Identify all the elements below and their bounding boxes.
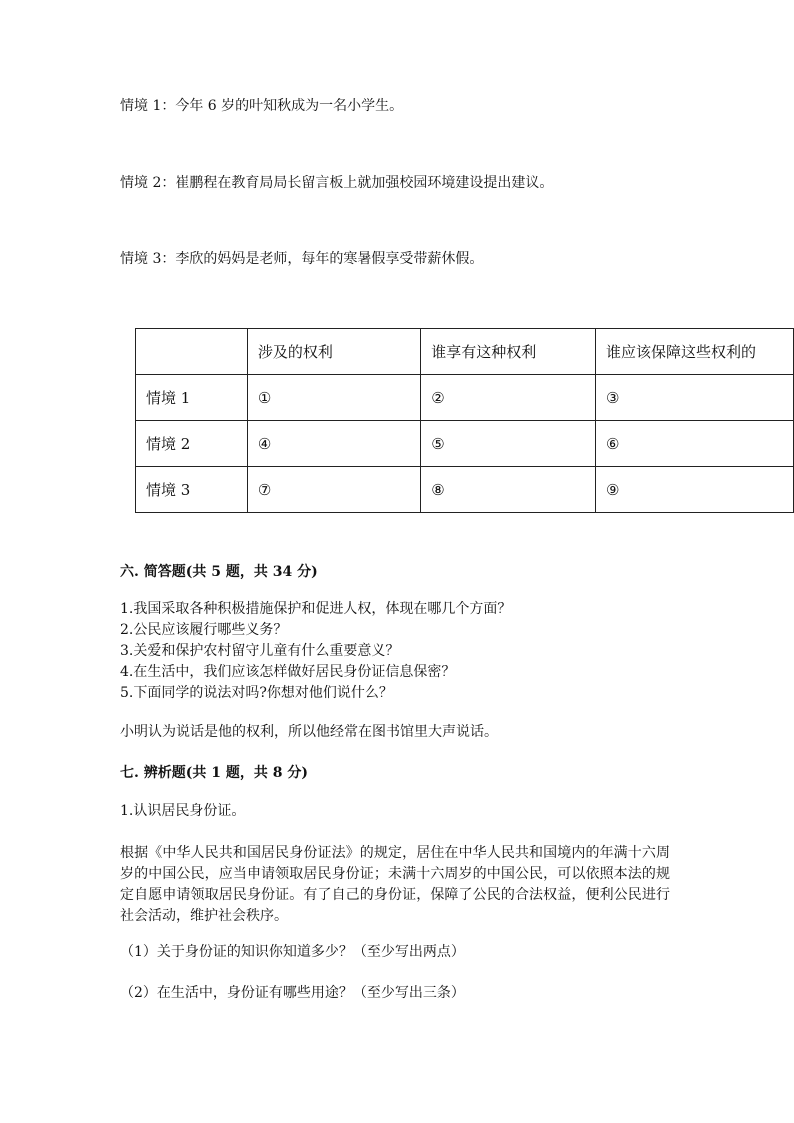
table-header-cell xyxy=(136,329,248,375)
section-6-statement: 小明认为说话是他的权利，所以他经常在图书馆里大声说话。 xyxy=(120,724,498,740)
section-6-questions xyxy=(120,599,511,704)
rights-table xyxy=(135,328,794,513)
table-row xyxy=(136,467,794,513)
table-cell: 情境 1 xyxy=(136,375,248,421)
table-cell: ⑦ xyxy=(247,467,420,513)
section-7-title: 七. 辨析题(共 1 题，共 8 分) xyxy=(120,765,308,781)
table-cell: 情境 3 xyxy=(136,467,248,513)
table-header-cell: 谁应该保障这些权利的 xyxy=(595,329,793,375)
table-row xyxy=(136,375,794,421)
question-item: 5.下面同学的说法对吗?你想对他们说什么？ xyxy=(120,685,393,701)
table-cell: ⑨ xyxy=(595,467,793,513)
table-cell: ② xyxy=(421,375,596,421)
table-cell: 情境 2 xyxy=(136,421,248,467)
situation-1: 情境 1：今年 6 岁的叶知秋成为一名小学生。 xyxy=(120,98,404,114)
section-7-question: 1.认识居民身份证。 xyxy=(120,803,246,819)
table-header-row xyxy=(136,329,794,375)
table-cell: ① xyxy=(247,375,420,421)
sub-question-2: （2）在生活中，身份证有哪些用途？（至少写出三条） xyxy=(120,985,465,1001)
question-item: 2.公民应该履行哪些义务？ xyxy=(120,622,288,638)
question-item: 3.关爱和保护农村留守儿童有什么重要意义？ xyxy=(120,643,400,659)
table-cell: ⑧ xyxy=(421,467,596,513)
table-cell: ④ xyxy=(247,421,420,467)
section-6-title: 六. 简答题(共 5 题，共 34 分) xyxy=(120,564,318,580)
table-header-cell: 谁享有这种权利 xyxy=(421,329,596,375)
situation-3: 情境 3：李欣的妈妈是老师，每年的寒暑假享受带薪休假。 xyxy=(120,251,484,267)
table-cell: ⑤ xyxy=(421,421,596,467)
table-row xyxy=(136,421,794,467)
table-header-cell: 涉及的权利 xyxy=(247,329,420,375)
situation-2: 情境 2：崔鹏程在教育局局长留言板上就加强校园环境建设提出建议。 xyxy=(120,175,554,191)
table-cell: ③ xyxy=(595,375,793,421)
table-cell: ⑥ xyxy=(595,421,793,467)
sub-question-1: （1）关于身份证的知识你知道多少？（至少写出两点） xyxy=(120,944,465,960)
question-item: 1.我国采取各种积极措施保护和促进人权，体现在哪几个方面？ xyxy=(120,601,512,617)
section-7-paragraph: 根据《中华人民共和国居民身份证法》的规定，居住在中华人民共和国境内的年满十六周岁的中国公民，应当申请领取居民身份证；未满十六周岁的中国公民，可以依照本法的规定自愿申请领取居民身份证。有了自己的身份证，保障了公民的合法权益，便利公民进行社会活动，维护社会秩序。 xyxy=(120,845,670,924)
question-item: 4.在生活中，我们应该怎样做好居民身份证信息保密？ xyxy=(120,664,456,680)
